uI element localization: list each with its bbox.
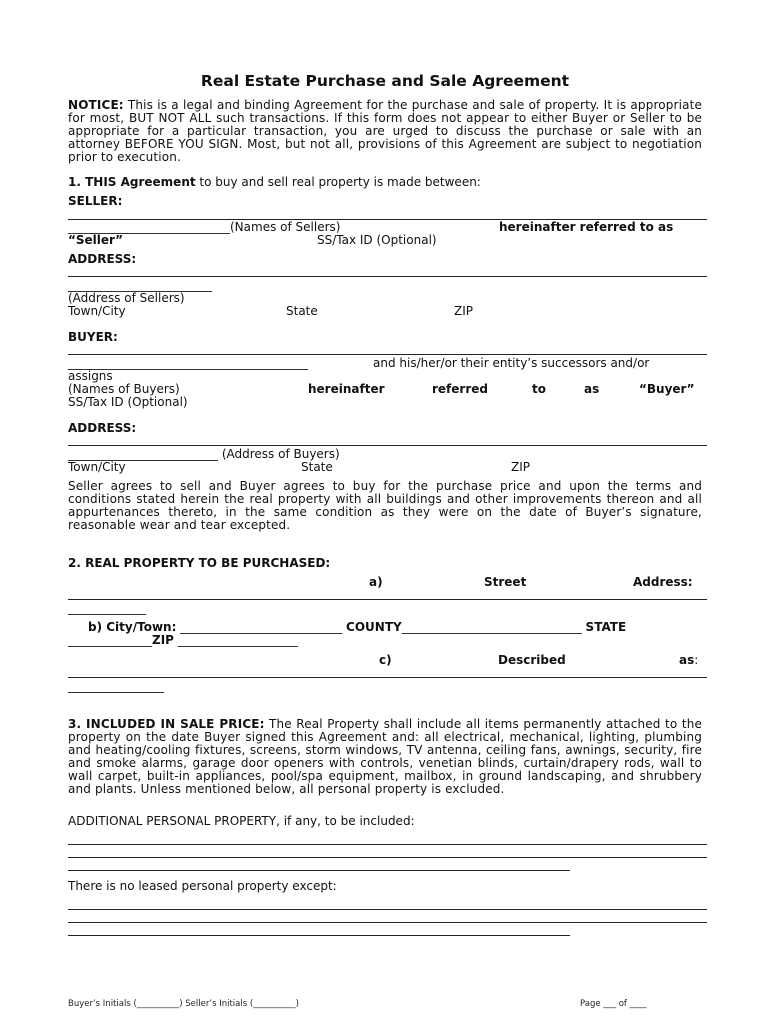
- additional-line-1[interactable]: [68, 844, 707, 845]
- seller-hereinafter: hereinafter referred to as: [499, 220, 674, 234]
- seller-address-caption: (Address of Sellers): [68, 291, 185, 305]
- seller-quote: “Seller”: [68, 233, 124, 247]
- street-address-blank: _____________: [68, 601, 146, 615]
- city-blank[interactable]: ___________________________: [180, 620, 343, 634]
- agreement-paragraph: Seller agrees to sell and Buyer agrees to buy for the purchase price and upon the terms and conditions stated herein the real property with all buildings and other improvements thereon and all appurtenances thereto, in the same condition as they were on the date of Buyer’s signature, reasonable wear and tear excepted.: [68, 479, 702, 532]
- state-zip-line: [68, 634, 298, 647]
- item-a-label: a): [369, 575, 383, 589]
- buyer-state-label: State: [301, 460, 333, 474]
- buyer-blank: ________________________________________: [68, 356, 308, 370]
- item-a-street: Street: [484, 575, 527, 589]
- state-blank[interactable]: ______________: [68, 633, 152, 647]
- additional-line-2[interactable]: [68, 857, 707, 858]
- section3-text: The Real Property shall include all items permanently attached to the property on the date Buyer signed this Agreement and: all electrical, mechanical, lighting, plumbing and heating/cooling fixtures, screens, storm windows, TV antenna, ceiling fans, awnings, security, fire and smoke alarms, garage door openers with controls, venetian blinds, curtain/drapery rods, wall to wall carpet, built-in appliances, pool/spa equipment, mailbox, in ground landscaping, and shrubbery and plants. Unless mentioned below, all personal property is excluded.: [68, 717, 702, 796]
- buyer-hereinafter: hereinafter: [308, 382, 385, 396]
- buyer-address-caption: _________________________ (Address of Buyers): [68, 447, 340, 461]
- county-label: COUNTY: [346, 620, 402, 634]
- buyer-to: to: [532, 382, 546, 396]
- seller-zip-label: ZIP: [454, 304, 473, 318]
- page-title: Real Estate Purchase and Sale Agreement: [200, 72, 570, 90]
- footer-initials: Buyer’s Initials (__________) Seller’s Initials (__________): [68, 999, 299, 1009]
- notice-paragraph: [68, 99, 702, 164]
- seller-label: SELLER:: [68, 194, 123, 208]
- seller-address-blank: ________________________: [68, 278, 212, 292]
- section1-heading-line: [68, 176, 481, 189]
- notice-label: NOTICE:: [68, 98, 124, 112]
- buyer-blank-line[interactable]: [68, 354, 707, 355]
- leased-property-label: There is no leased personal property except:: [68, 879, 337, 893]
- buyer-address-line[interactable]: [68, 445, 707, 446]
- leased-line-2[interactable]: [68, 922, 707, 923]
- section1-heading-rest: to buy and sell real property is made between:: [195, 175, 481, 189]
- notice-text: This is a legal and binding Agreement for the purchase and sale of property. It is appropriate for most, BUT NOT ALL such transactions. If this form does not appear to either Buyer or Seller to be appropriate for a particular transaction, you are urged to discuss the purchase or sale with an attorney BEFORE YOU SIGN. Most, but not all, provisions of this Agreement are subject to negotiation prior to execution.: [68, 98, 702, 164]
- item-c-as-line: [679, 654, 698, 667]
- buyer-ssn: SS/Tax ID (Optional): [68, 395, 188, 409]
- item-c-as: as: [679, 653, 695, 667]
- section3-paragraph: [68, 718, 702, 796]
- buyer-quote: “Buyer”: [639, 382, 695, 396]
- description-line[interactable]: [68, 677, 707, 678]
- buyer-names-caption: (Names of Buyers): [68, 382, 180, 396]
- footer-page-number: Page ___ of ____: [580, 999, 647, 1009]
- section2-heading: 2. REAL PROPERTY TO BE PURCHASED:: [68, 556, 331, 570]
- additional-property-label: ADDITIONAL PERSONAL PROPERTY, if any, to be included:: [68, 814, 415, 828]
- buyer-address-label: ADDRESS:: [68, 421, 137, 435]
- zip-blank[interactable]: ____________________: [177, 633, 298, 647]
- buyer-town-label: Town/City: [68, 460, 126, 474]
- seller-address-line[interactable]: [68, 276, 707, 277]
- item-c-described: Described: [498, 653, 566, 667]
- city-label: b) City/Town:: [88, 620, 177, 634]
- street-address-line[interactable]: [68, 599, 707, 600]
- seller-state-label: State: [286, 304, 318, 318]
- seller-town-label: Town/City: [68, 304, 126, 318]
- additional-line-3[interactable]: [68, 870, 570, 871]
- item-c-colon: :: [694, 653, 699, 667]
- leased-line-3[interactable]: [68, 935, 570, 936]
- seller-names-line: ___________________________(Names of Sellers): [68, 220, 341, 234]
- description-blank: ________________: [68, 679, 164, 693]
- state-label: STATE: [585, 620, 627, 634]
- buyer-successors: and his/her/or their entity’s successors and/or: [373, 356, 650, 370]
- zip-label: ZIP: [152, 633, 174, 647]
- item-c-label: c): [379, 653, 392, 667]
- section1-heading: 1. THIS Agreement: [68, 175, 196, 189]
- leased-line-1[interactable]: [68, 909, 707, 910]
- county-blank[interactable]: ______________________________: [401, 620, 582, 634]
- item-a-address: Address:: [633, 575, 693, 589]
- buyer-zip-label: ZIP: [511, 460, 530, 474]
- buyer-assigns: assigns: [68, 369, 113, 383]
- buyer-as: as: [584, 382, 600, 396]
- buyer-label: BUYER:: [68, 330, 118, 344]
- section3-heading: 3. INCLUDED IN SALE PRICE:: [68, 717, 265, 731]
- buyer-referred: referred: [432, 382, 488, 396]
- seller-address-label: ADDRESS:: [68, 252, 137, 266]
- seller-ssn: SS/Tax ID (Optional): [317, 233, 437, 247]
